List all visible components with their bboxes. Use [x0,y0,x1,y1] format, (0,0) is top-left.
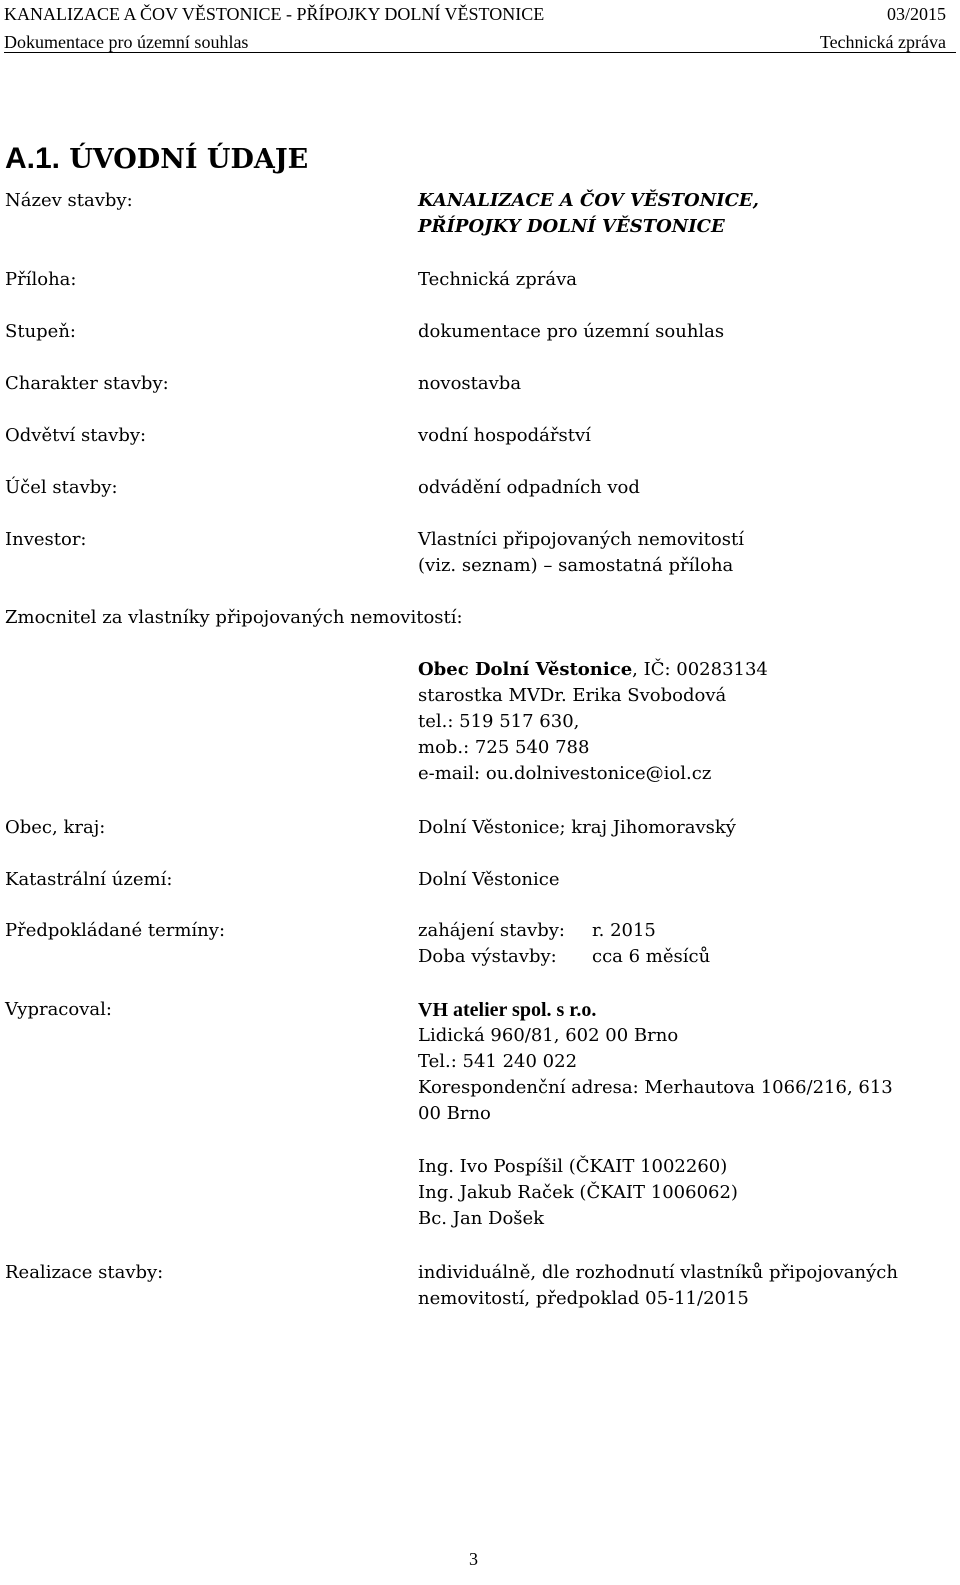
osoba-2: Ing. Jakub Raček (ČKAIT 1006062) [418,1182,738,1203]
realizace-line2: nemovitostí, předpoklad 05-11/2015 [418,1288,749,1309]
header-doc-type: Dokumentace pro územní souhlas [4,32,249,52]
zmocnitel-label: Zmocnitel za vlastníky připojovaných nemovitostí: [5,607,463,628]
stupen-label: Stupeň: [5,321,76,342]
investor-line1: Vlastníci připojovaných nemovitostí [418,529,744,550]
firma-tel: Tel.: 541 240 022 [418,1051,578,1072]
obec-label: Obec, kraj: [5,817,106,838]
zahajeni-label: zahájení stavby: [418,920,565,941]
realizace-line1: individuálně, dle rozhodnutí vlastníků připojovaných [418,1262,898,1283]
firma-name: VH atelier spol. s r.o. [418,999,597,1021]
terminy-label: Předpokládané termíny: [5,920,226,941]
section-number: A.1. [5,142,61,175]
osoba-1: Ing. Ivo Pospíšil (ČKAIT 1002260) [418,1156,728,1177]
ucel-label: Účel stavby: [5,477,118,498]
investor-label: Investor: [5,529,87,550]
charakter-value: novostavba [418,373,522,394]
zmocnitel-starostka: starostka MVDr. Erika Svobodová [418,685,727,706]
stupen-value: dokumentace pro územní souhlas [418,321,725,342]
zmocnitel-name-line [418,657,768,683]
charakter-label: Charakter stavby: [5,373,169,394]
zmocnitel-email: e-mail: ou.dolnivestonice@iol.cz [418,763,712,784]
firma-adresa: Lidická 960/81, 602 00 Brno [418,1025,679,1046]
odvetvi-label: Odvětví stavby: [5,425,147,446]
odvetvi-value: vodní hospodářství [418,425,591,446]
zmocnitel-ic: , IČ: 00283134 [632,659,768,680]
realizace-label: Realizace stavby: [5,1262,164,1283]
header-project-title: KANALIZACE A ČOV VĚSTONICE - PŘÍPOJKY DOLNÍ VĚSTONICE [4,4,545,24]
katastr-label: Katastrální území: [5,869,173,890]
katastr-value: Dolní Věstonice [418,869,560,890]
priloha-label: Příloha: [5,269,77,290]
nazev-line2: PŘÍPOJKY DOLNÍ VĚSTONICE [418,216,725,237]
osoba-3: Bc. Jan Došek [418,1208,545,1229]
koresp-line2: 00 Brno [418,1103,491,1124]
zmocnitel-tel: tel.: 519 517 630, [418,711,580,732]
koresp-line1: Korespondenční adresa: Merhautova 1066/216, 613 [418,1077,893,1098]
priloha-value: Technická zpráva [418,269,577,290]
header-report-type: Technická zpráva [819,32,946,52]
doba-label: Doba výstavby: [418,946,557,967]
header-date-code: 03/2015 [886,4,946,24]
section-heading [5,140,308,178]
zmocnitel-mob: mob.: 725 540 788 [418,737,590,758]
vypracoval-label: Vypracoval: [5,999,112,1020]
zmocnitel-name: Obec Dolní Věstonice [418,659,633,680]
ucel-value: odvádění odpadních vod [418,477,640,498]
nazev-label: Název stavby: [5,190,133,211]
section-title: ÚVODNÍ ÚDAJE [69,144,309,175]
investor-line2: (viz. seznam) – samostatná příloha [418,555,734,576]
obec-value: Dolní Věstonice; kraj Jihomoravský [418,817,736,838]
nazev-line1: KANALIZACE A ČOV VĚSTONICE, [418,190,759,211]
page-number: 3 [469,1549,478,1569]
zahajeni-value: r. 2015 [592,920,656,941]
doba-value: cca 6 měsíců [592,946,711,967]
header-divider [4,52,956,53]
